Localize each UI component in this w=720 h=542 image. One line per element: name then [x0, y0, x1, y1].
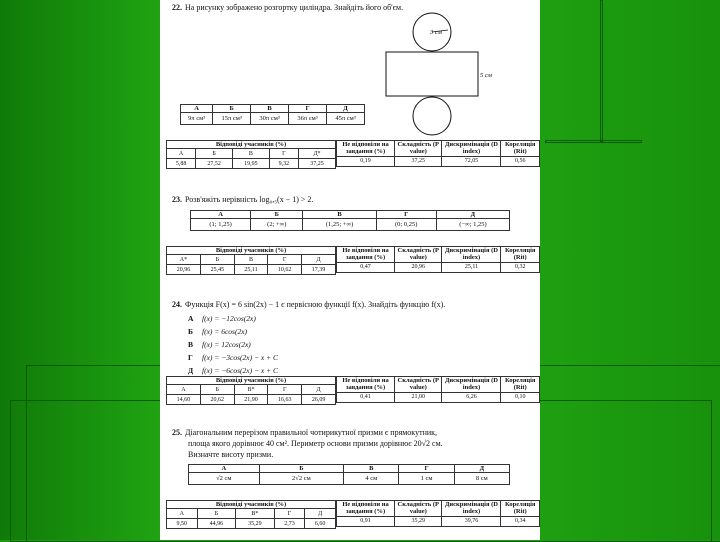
document-page: [160, 0, 540, 540]
q22-options-table: А Б В Г Д 9π см³ 15π см³ 30π см³ 36π см³ 45π см³: [180, 104, 365, 125]
question-25-line3: Визначте висоту призми.: [188, 450, 274, 459]
q24-choice-d: Г f(x) = −3cos(2x) − x + C: [188, 353, 279, 362]
q25-answers-table: Відповіді учасників (%) А Б В* Г Д 9,50 44,96 35,29 2,73 6,60: [166, 500, 336, 529]
question-24: 24. Функція F(x) = 6 sin(2x) − 1 є первісною функції f(x). Знайдіть функцію f(x).: [172, 300, 446, 309]
q24-choice-e: Д f(x) = −6cos(2x) − x + C: [188, 366, 279, 375]
question-25-line2: площа якого дорівнює 40 см². Периметр основи призми дорівнює 20√2 см.: [188, 439, 443, 448]
q24-answers-table: Відповіді учасників (%) А Б В* Г Д 14,60 20,62 21,90 16,63 26,09: [166, 376, 336, 405]
q25-options-table: А Б В Г Д √2 см 2√2 см 4 см 1 см 8 см: [188, 464, 510, 485]
question-22: 22. На рисунку зображено розгортку циліндра. Знайдіть його об'єм.: [172, 3, 404, 12]
q22-answers-table: Відповіді учасників (%) А Б В Г Д* 5,88 27,52 19,95 9,32 37,25: [166, 140, 336, 169]
q24-choice-b: Б f(x) = 6cos(2x): [188, 327, 248, 336]
decor-vline: [600, 0, 603, 142]
q24-choice-a: А f(x) = −12cos(2x): [188, 314, 256, 323]
radius-label: 3 см: [430, 29, 442, 36]
q24-choice-c: В f(x) = 12cos(2x): [188, 340, 251, 349]
q23-answers-table: Відповіді учасників (%) А* Б В Г Д 20,96 25,45 25,11 10,62 17,39: [166, 246, 336, 275]
q22-metrics-table: Не відповіли на завдання (%) Складність (P value) Дискримінація (D index) Кореляція (Rit) 0,19 37,25 72,05 0,56: [336, 140, 540, 167]
height-label: 5 см: [480, 72, 492, 79]
q24-metrics-table: Не відповіли на завдання (%) Складність (P value) Дискримінація (D index) Кореляція (Rit) 0,41 21,00 6,26 0,10: [336, 376, 540, 403]
question-23: 23. Розв'яжіть нерівність log₀,₅(x − 1) > 2.: [172, 195, 314, 204]
q23-options-table: А Б В Г Д (1; 1,25) (2; +∞) (1,25; +∞) (0; 0,25) (−∞; 1,25): [190, 210, 510, 231]
question-25: 25. Діагональним перерізом правильної чотирикутної призми є прямокутник,: [172, 428, 438, 437]
decor-line: [545, 140, 642, 143]
q23-metrics-table: Не відповіли на завдання (%) Складність (P value) Дискримінація (D index) Кореляція (Rit) 0,47 20,96 25,11 0,32: [336, 246, 540, 273]
q25-metrics-table: Не відповіли на завдання (%) Складність (P value) Дискримінація (D index) Кореляція (Rit) 0,91 35,29 39,76 0,34: [336, 500, 540, 527]
